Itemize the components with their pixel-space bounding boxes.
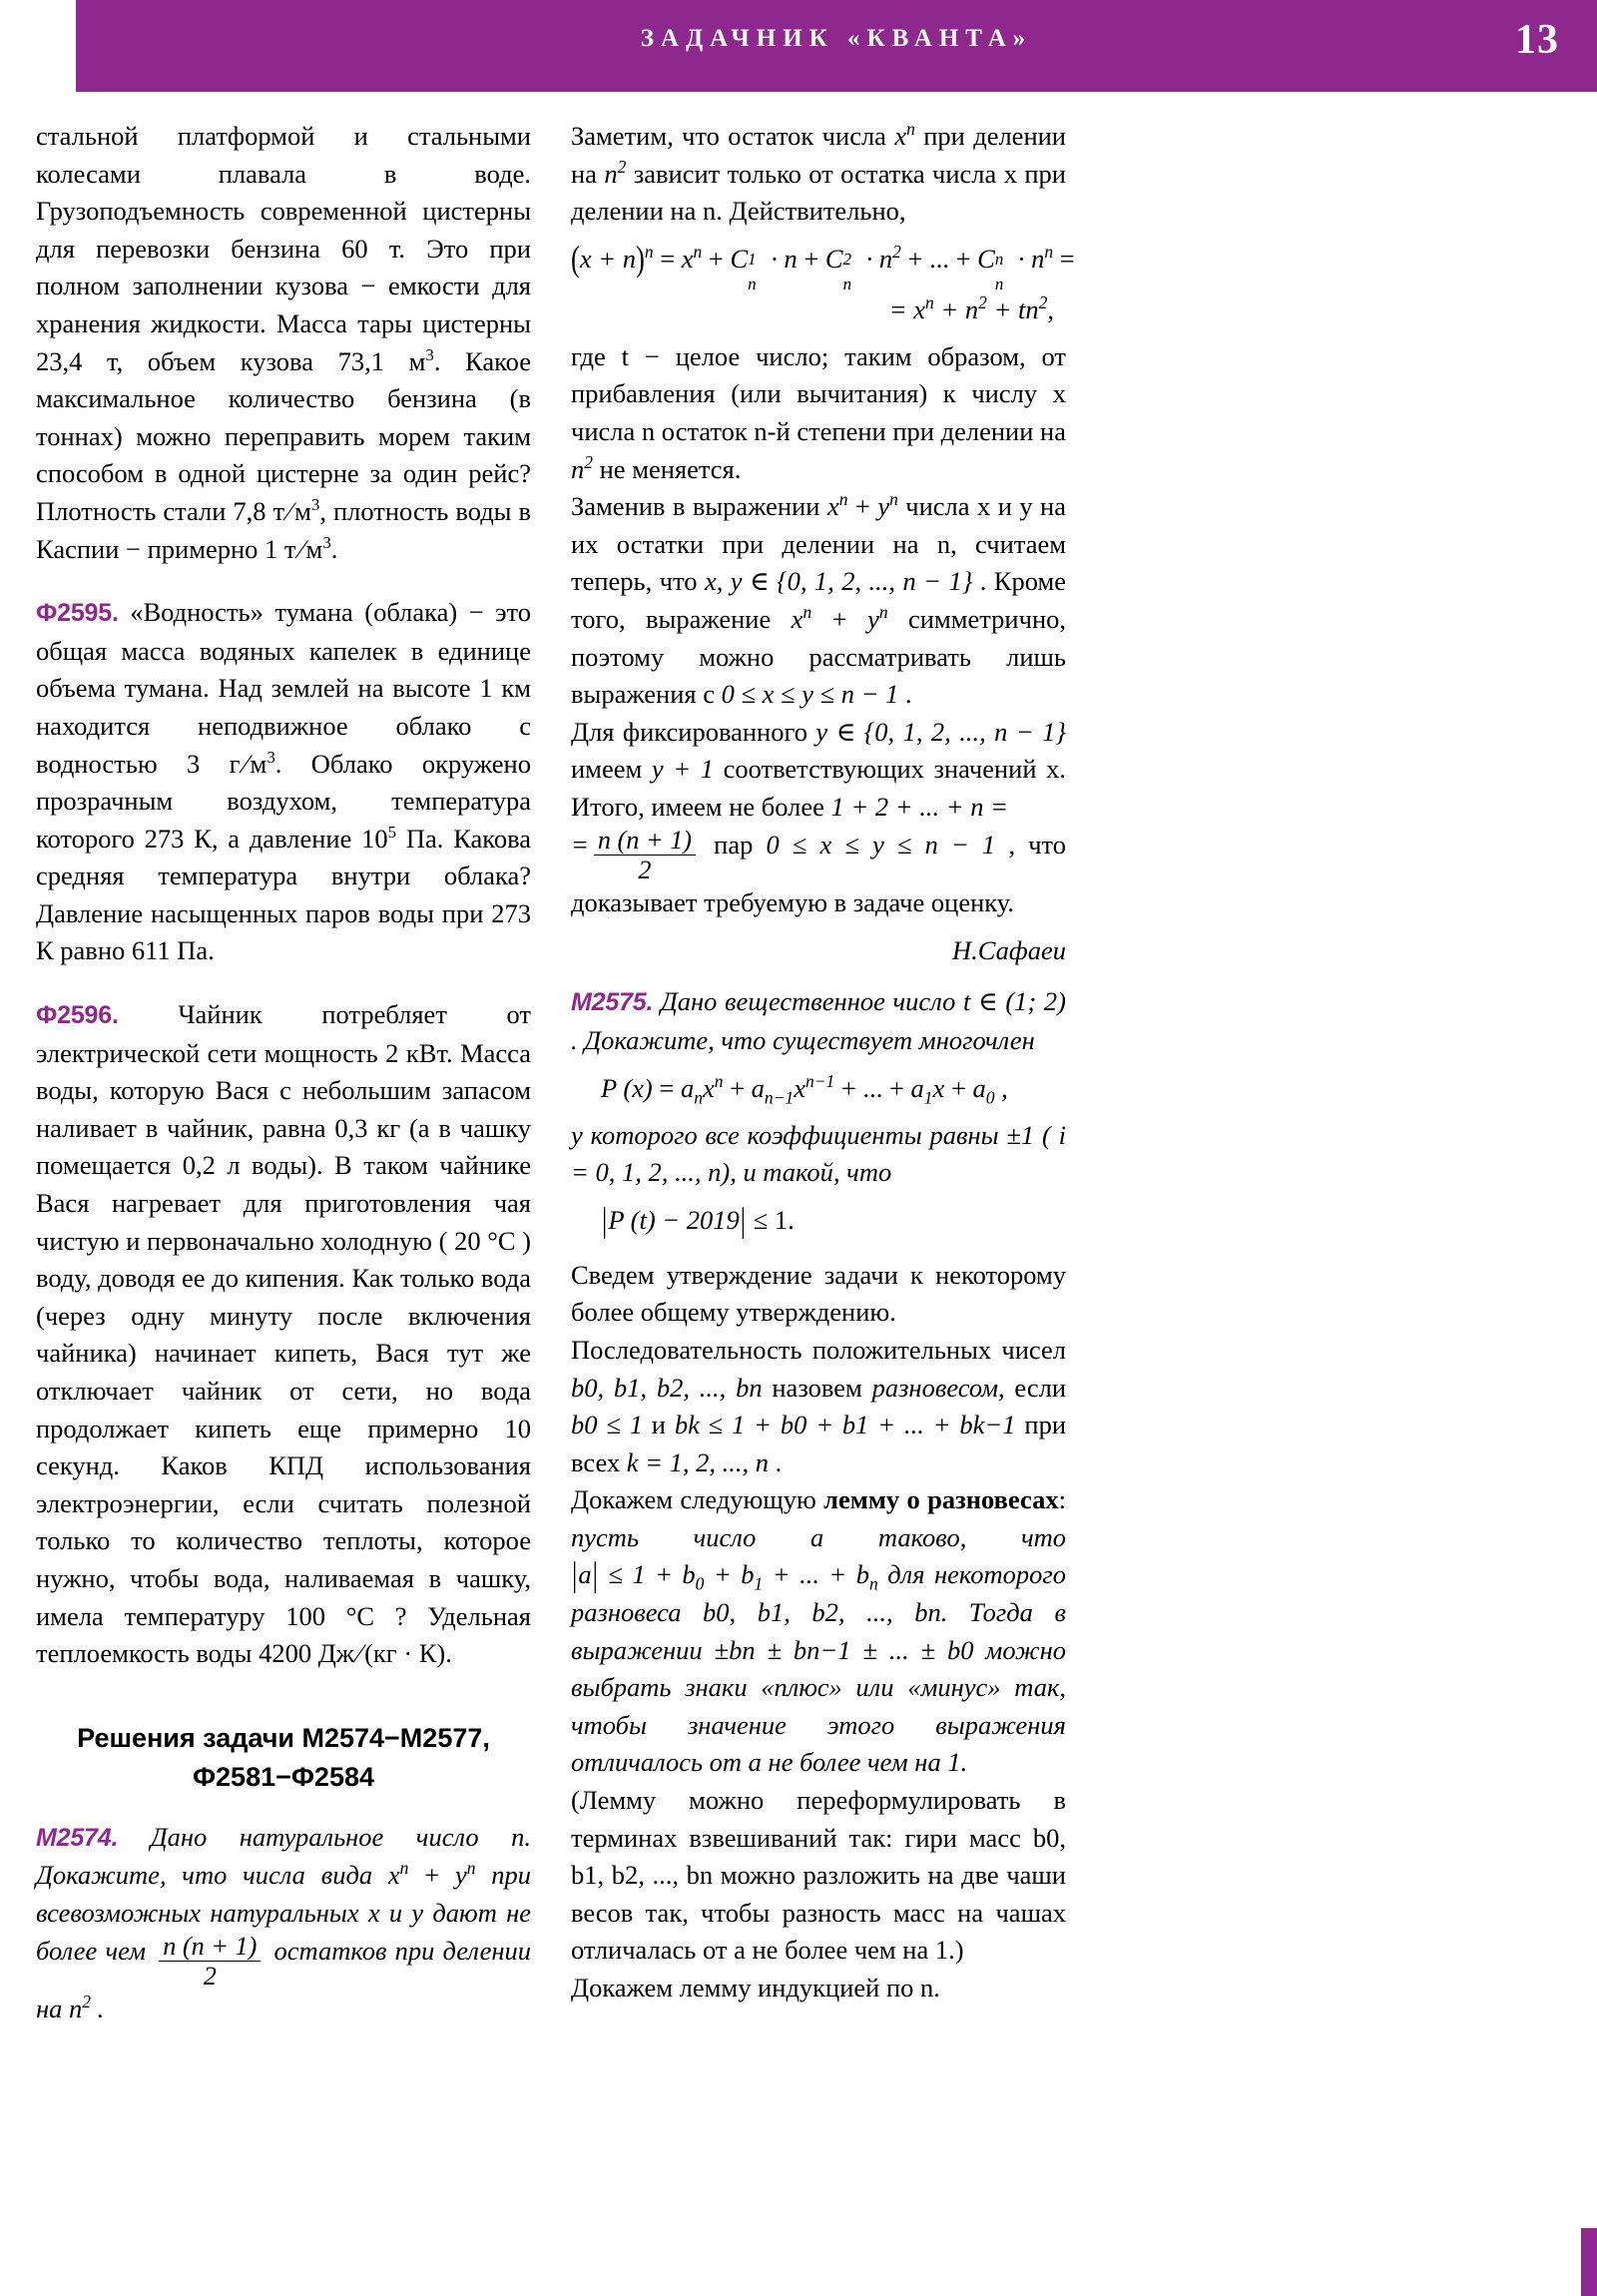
m2574-modulus (69, 1994, 91, 2023)
binomial-term1: x (681, 243, 694, 274)
binomial-term1-exp: n (693, 241, 703, 262)
sol2-text-1: где t (571, 340, 645, 371)
exp-2-mod: 2 (82, 1992, 92, 2012)
f2595-dash: − (468, 597, 484, 628)
poly-coeff-1: a (910, 1072, 924, 1103)
binom-coeff-1-upper: 1 (748, 250, 757, 270)
sol4-fraction (594, 827, 696, 885)
cont-text-part3: . Какое максимальное количество бензина (в тоннах) можно переправить морем таким способом в одной цистерне за один рейс? Плотность стали (36, 345, 532, 526)
sol2-text-2: целое число; таким образом, от прибавления (или вычитания) к числу x числа n остаток n-й степени при делении на (571, 340, 1066, 446)
m2574-fraction-numerator: n (n + 1) (163, 1931, 258, 1961)
abs-bar-close-2: | (592, 1554, 598, 1594)
var-n-mod: n (69, 1994, 83, 2024)
specific-heat-numerator: 4200 Дж (259, 1638, 355, 1669)
water-content-unit: м (250, 748, 267, 779)
plus-1: + (408, 1860, 455, 1891)
trailing-equals: = (1053, 243, 1075, 274)
result-comma: , (1047, 293, 1054, 324)
binomial-exponent: n (644, 241, 654, 262)
sol3-set-membership: x, y ∈ {0, 1, 2, ..., n − 1} (704, 566, 973, 597)
sol2-expr-n2 (571, 451, 593, 484)
binomial-lhs-inner: x + n (579, 243, 636, 274)
sol3-text-2: числа x и y на их остатки при делении на n, считаем теперь, что (571, 491, 1066, 597)
sol7-statement-1: пусть число a таково, что (571, 1521, 1066, 1552)
abs-ineq-tail: + ... + b (763, 1559, 870, 1590)
binom-coeff-2-lower: n (842, 274, 852, 293)
sol6-condition-2: bk ≤ 1 + b0 + b1 + ... + bk−1 (674, 1410, 1016, 1440)
exp-n-3: n (906, 119, 915, 140)
var-x-2: x (894, 121, 907, 151)
sol1-text-3: зависит только от остатка числа x при делении на n. Действительно, (571, 158, 1066, 227)
m2575-text-3: y которого все коэффициенты равны ±1 ( i = 0, 1, 2, ..., n), и такой, что (571, 1119, 1066, 1188)
sol2-text-3: не меняется. (593, 453, 742, 484)
abs-ineq-sub-n: n (869, 1573, 878, 1594)
sol6-condition-1: b0 ≤ 1 (571, 1410, 643, 1440)
problem-m2575 (571, 983, 1066, 1059)
poly-coeff-nm1-sub: n−1 (764, 1086, 795, 1107)
m2574-text-2: при всевозможных натуральных x и y дают не более чем (36, 1860, 532, 1966)
cont-text-part4: , плотность воды в Каспии (36, 495, 531, 564)
abs-ineq-rhs: ≤ 1 + b (598, 1559, 696, 1590)
cont-text-part6: . (330, 533, 338, 564)
var-y-3: y (867, 603, 879, 634)
exp-n-1: n (399, 1858, 409, 1879)
abs-bar-close: | (740, 1200, 747, 1240)
sol6-condition-3: k = 1, 2, ..., n (626, 1446, 770, 1477)
sol4-fraction-denominator: 2 (594, 855, 696, 884)
binom-dot-2-exp: 2 (892, 241, 901, 262)
sol4-text-2: имеем (571, 754, 652, 785)
binom-coeff-1-lower: n (748, 274, 757, 293)
cont-text-part2: емкости для хранения жидкости. Масса тары цистерны 23,4 т, объем кузова 73,1 м (36, 271, 531, 376)
m2574-text-1: Дано натуральное число n. Докажите, что числа вида (36, 1821, 531, 1891)
f2595-text-4: Па. Какова средняя температура внутри облака? Давление насыщенных паров воды при 273 К равно 611 Па. (36, 823, 531, 966)
solutions-section-heading (36, 1719, 531, 1797)
poly-plus-1: + (723, 1072, 752, 1103)
m2575-text-2: . Докажите, что существует многочлен (571, 1024, 1035, 1055)
sol3-text-3: . Кроме того, выражение (571, 566, 1067, 634)
binom-coeff-3-lower: n (994, 274, 1004, 293)
sol4-inequality: 0 ≤ x ≤ y ≤ n − 1 (766, 829, 996, 860)
sol7-statement-4: можно выбрать знаки «плюс» или «минус» так, чтобы значение этого выражения отличалось от a не более чем на 1. (571, 1634, 1066, 1778)
var-n-1: n (604, 158, 618, 189)
sol7-statement-2 (878, 1559, 887, 1589)
m2575-interval: t ∈ (1; 2) (963, 986, 1067, 1017)
display-formula-abs-bound (571, 1198, 1066, 1243)
var-x-3: x (826, 491, 839, 522)
abs-bar-open: | (602, 1200, 608, 1240)
solution-paragraph-4 (571, 714, 1066, 827)
sol1-text-1: Заметим, что остаток числа (571, 121, 895, 151)
f2595-text-3: . Облако окружено прозрачным воздухом, температура которого 273 К, а давление 10 (36, 748, 531, 854)
sol6-text-3: , если (997, 1372, 1066, 1403)
sol1-expr-xn (894, 121, 915, 151)
sol3-text-1: Заменив в выражении (571, 491, 827, 522)
var-y-2: y (877, 491, 890, 522)
binom-coeff-1: C (730, 243, 749, 274)
poly-plus-2: + (944, 1072, 973, 1103)
fraction-slash-1: / (280, 495, 299, 526)
sol4-text-5: , что доказывает требуемую в задаче оценку. (571, 829, 1066, 918)
steel-density-unit: м (294, 495, 311, 526)
page-title: ЗАДАЧНИК «КВАНТА» (640, 25, 1033, 52)
sol3-text-5: . (898, 679, 912, 710)
page-number: 13 (1515, 17, 1559, 63)
m2575-continuation (571, 1117, 1066, 1192)
poly-var-x-2: x (794, 1072, 805, 1103)
specific-heat-value (259, 1638, 445, 1668)
ellipsis-plus: + ... + (900, 243, 978, 274)
sol4-fraction-numerator: n (n + 1) (597, 825, 693, 855)
binom-coeff-3-upper: n (994, 250, 1004, 270)
plus-4: + (847, 491, 878, 522)
poly-var-x-1-exp: n (714, 1070, 724, 1091)
binom-dot-3: · n (1011, 243, 1045, 274)
cont-text-part1: стальной платформой и стальными колесами плавала в воде. Грузоподъемность современной цистерны для перевозки бензина 60 т. Это при полном заполнении кузова (36, 121, 531, 301)
exp-n-4: n (838, 489, 848, 510)
solution-paragraph-5: Сведем утверждение задачи к некоторому более общему утверждению. (571, 1259, 1066, 1328)
exp-n-7: n (878, 602, 888, 623)
specific-heat-denominator: (кг · К) (364, 1638, 446, 1669)
solution-paragraph-6 (571, 1332, 1066, 1481)
poly-equals: = (652, 1072, 681, 1103)
problem-f2596 (36, 996, 531, 1673)
plus-2: + (702, 243, 731, 274)
var-x-4: x (791, 603, 803, 634)
solutions-heading-line-1: Решения задачи М2574−М2577, (77, 1722, 490, 1753)
exp-n-5: n (889, 489, 898, 510)
m2574-expr-xn (388, 1860, 476, 1890)
m2575-text-1: Дано вещественное число (653, 986, 964, 1017)
problem-number-m2575: M2575. (571, 988, 654, 1017)
pressure-exponent: 5 (387, 822, 397, 842)
m2574-text-4: . (91, 1994, 105, 2024)
poly-ellipsis: + ... + (834, 1072, 911, 1103)
m2574-text-3: остатков при делении на (36, 1935, 531, 2024)
sol3-expr-xn-yn-2 (792, 604, 888, 634)
sol4-text-1: Для фиксированного (571, 716, 816, 747)
exp-2-2: 2 (584, 451, 593, 472)
result-p1-exp: 2 (978, 291, 987, 312)
steel-density-value (233, 496, 319, 526)
problem-m2574 (36, 1819, 531, 2028)
plus-3: + (797, 243, 825, 274)
cubic-exponent-4: 3 (266, 747, 275, 767)
water-content-numerator: 3 г (187, 748, 241, 779)
water-density-unit: м (305, 533, 323, 564)
solutions-heading-line-2: Ф2581−Ф2584 (193, 1761, 374, 1792)
m2574-fraction-denominator: 2 (159, 1961, 261, 1991)
poly-lhs: P (x) (601, 1072, 653, 1103)
cubic-exponent-3: 3 (322, 532, 331, 552)
solution-paragraph-4-cont (571, 827, 1066, 922)
sol4-text-3: соответствующих значений x. Итого, имеем не более (571, 754, 1066, 822)
solution-paragraph-3 (571, 488, 1066, 714)
abs-var-a: a (578, 1559, 592, 1590)
binom-dot-2: · n (859, 243, 893, 274)
cubic-exponent-2: 3 (310, 495, 320, 515)
sol4-expr-y-plus-1: y + 1 (651, 754, 714, 785)
sol7-signed-expression: ±bn ± bn−1 ± ... ± b0 (714, 1634, 974, 1665)
page-header-band (76, 0, 1597, 92)
plus-5: + (811, 603, 868, 634)
equals-1: = (653, 243, 682, 274)
problem-number-f2596: Ф2596. (36, 1001, 119, 1030)
sol2-dash: − (644, 340, 660, 371)
close-paren-big: ) (635, 238, 645, 279)
result-eq-exp: n (924, 291, 934, 312)
f2596-text-2: . (445, 1638, 452, 1669)
author-attribution: Н.Сафаеи (952, 934, 1066, 965)
problem-number-m2574: M2574. (36, 1823, 119, 1852)
sol7-colon: : (1058, 1484, 1066, 1515)
exp-2-1: 2 (617, 156, 627, 177)
abs-ineq-sub-1: 1 (754, 1573, 764, 1594)
poly-coeff-n: a (680, 1072, 695, 1103)
fraction-slash-4: / (350, 1638, 369, 1669)
fraction-slash-3: / (236, 748, 255, 779)
sol6-text-2: назовем (762, 1372, 872, 1403)
sol7-statement-2b: для некоторого разновеса (571, 1559, 1067, 1628)
sol3-inequality: 0 ≤ x ≤ y ≤ n − 1 (721, 679, 899, 710)
abs-content: P (t) − 2019 (608, 1204, 740, 1235)
left-column (36, 118, 531, 2028)
en-dash-1: − (360, 271, 376, 301)
exp-n-2: n (466, 1858, 476, 1879)
cubic-exponent-1: 3 (425, 344, 434, 364)
poly-var-x-1: x (702, 1072, 715, 1103)
en-dash-2: − (126, 533, 141, 564)
binom-coeff-2-upper: 2 (842, 250, 852, 270)
m2574-fraction (159, 1933, 261, 1992)
abs-inequality: ≤ 1. (747, 1204, 795, 1235)
sol6-text-6: . (769, 1446, 783, 1477)
display-formula-polynomial (571, 1066, 1066, 1111)
problem-number-f2595: Ф2595. (36, 599, 119, 628)
solution-paragraph-7 (571, 1481, 1066, 1782)
result-p2: + tn (986, 293, 1039, 324)
result-p1: + n (933, 293, 979, 324)
abs-ineq-sub-0: 0 (695, 1573, 705, 1594)
fraction-slash-2: / (291, 533, 310, 564)
var-x-1: x (387, 1860, 400, 1891)
binom-dot-3-exp: n (1044, 241, 1054, 262)
water-content-value (187, 749, 275, 779)
water-density-value (291, 532, 331, 564)
display-formula-binomial (571, 237, 1075, 293)
sol4-equals-sign: = (571, 829, 589, 860)
poly-var-x-2-exp: n−1 (804, 1070, 835, 1091)
sol6-sequence: b0, b1, b2, ..., bn (571, 1372, 763, 1403)
poly-var-x-3: x (932, 1072, 945, 1103)
right-column (571, 118, 1075, 2008)
abs-bar-open-2: | (572, 1554, 578, 1594)
open-paren-big: ( (571, 238, 580, 279)
poly-comma: , (994, 1072, 1008, 1103)
lemma-title: лемму о разновесах (823, 1484, 1059, 1515)
sol7-text-1: Докажем следующую (571, 1484, 824, 1515)
binom-dot-1: · n (764, 243, 798, 274)
sol6-text-5: при всех (571, 1410, 1066, 1477)
solution-paragraph-2 (571, 338, 1066, 488)
solution-paragraph-8: (Лемму можно переформулировать в терминах взвешиваний так: гири масс b0, b1, b2, ..., bn можно разложить на две чаши весов так, чтобы разность масс на чашах отличалась от a не более чем на 1.) (571, 1785, 1066, 1966)
result-eq: = x (888, 293, 925, 324)
sol3-text-4: симметрично, поэтому можно рассматривать лишь выражения с (571, 603, 1067, 710)
exp-n-6: n (802, 602, 812, 623)
sol7-abs-inequality (571, 1554, 878, 1594)
poly-coeff-n-sub: n (694, 1086, 703, 1107)
binom-coeff-3: C (977, 243, 995, 274)
solution-paragraph-1 (571, 118, 1066, 231)
sol4-sum-expression: 1 + 2 + ... + n = (830, 791, 1009, 822)
sol4-set-membership: y ∈ {0, 1, 2, ..., n − 1} (815, 716, 1066, 747)
display-formula-binomial-result (571, 287, 1066, 332)
sol6-text-4: и (642, 1410, 675, 1440)
f2596-text-1: Чайник потребляет от электрической сети мощность 2 кВт. Масса воды, которую Вася с небольшим запасом наливает в чайник, равна 0,3 кг (а в чашку помещается 0,2 л воды). В таком чайнике Вася нагревает для приготовления чая чистую и первоначально холодную ( 20 °C ) воду, доводя ее до кипения. Как только вода (через одну минуту после включения чайника) начинает кипеть, Вася тут же отключает чайник от сети, но вода продолжает кипеть еще примерно 10 секунд. Каков КПД использования электроэнергии, если считать полезной только то количество теплоты, которое нужно, чтобы вода, наливаемая в чашку, имела температуру 100 °C ? Удельная теплоемкость воды (36, 999, 531, 1669)
sol1-text-2: при делении на (571, 121, 1066, 189)
abs-ineq-plus: + b (704, 1559, 755, 1590)
poly-coeff-0: a (972, 1072, 986, 1103)
sol7-statement-3: . Тогда в выражении (571, 1597, 1066, 1665)
sol7-sequence-2: b0, b1, b2, ..., bn (703, 1597, 941, 1628)
result-p2-exp: 2 (1038, 291, 1048, 312)
sol4-text-4: пар (701, 829, 767, 860)
sol6-text-1: Последовательность положительных чисел (571, 1334, 1066, 1365)
solution-paragraph-9: Докажем лемму индукцией по n. (571, 1973, 940, 2003)
f2595-text-1: «Водность» тумана (облака) (118, 597, 469, 628)
var-n-2: n (571, 453, 585, 484)
sol3-expr-xn-yn (827, 491, 898, 521)
sol1-expr-n2 (604, 156, 627, 189)
f2595-text-2: это общая масса водяных капелек в единице объема тумана. Над землей на высоте 1 км находится неподвижное облако с водностью (36, 597, 531, 779)
sol6-term-razsoves: разновесом (871, 1372, 998, 1403)
steel-density-numerator: 7,8 т (233, 495, 285, 526)
binom-coeff-2: C (824, 243, 843, 274)
continued-problem-paragraph (36, 118, 531, 568)
poly-coeff-1-sub: 1 (923, 1086, 933, 1107)
margin-accent-bar (1581, 2228, 1597, 2296)
problem-f2595 (36, 594, 531, 970)
poly-coeff-nm1: a (751, 1072, 765, 1103)
cont-text-part5: примерно 1 т (140, 533, 296, 564)
var-y-1: y (454, 1860, 467, 1891)
poly-coeff-0-sub: 0 (985, 1086, 995, 1107)
